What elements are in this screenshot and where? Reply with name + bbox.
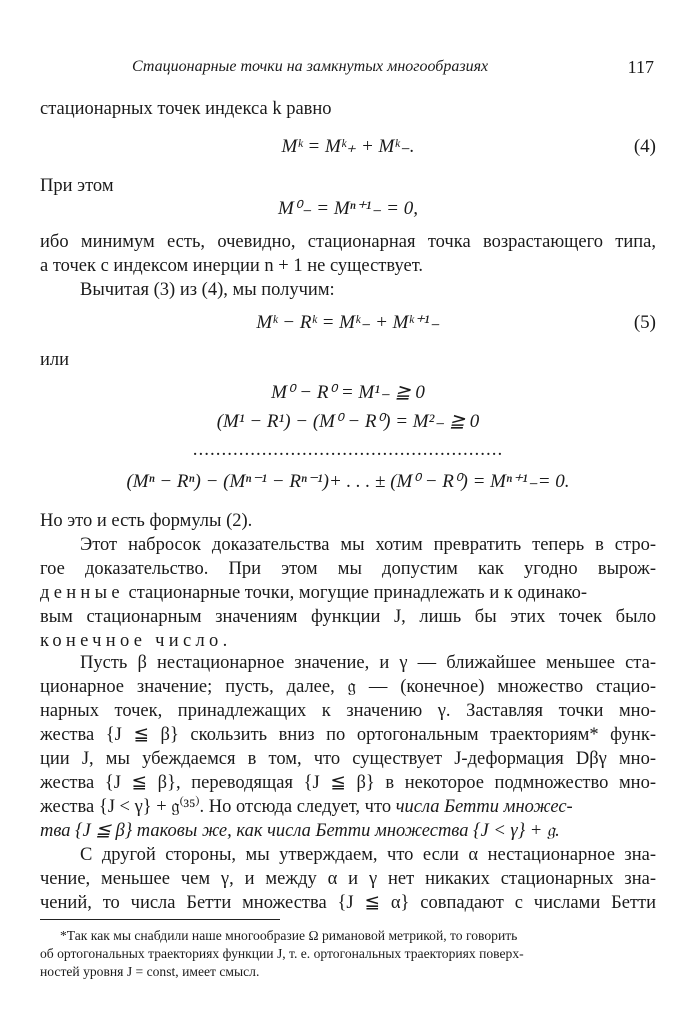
system-line-1: M⁰ − R⁰ = M¹₋ ≧ 0 [271, 382, 425, 403]
text-line: ибо минимум есть, очевидно, стационарная точка возрастающего типа, [40, 232, 656, 252]
equation-m0-body: M⁰₋ = Mⁿ⁺¹₋ = 0, [278, 198, 418, 219]
text-line [40, 795, 656, 819]
text-line: чений, то числа Бетти множества {J ≦ α} совпадают с числами Бетти [40, 893, 656, 913]
text-line: конечное число. [40, 631, 232, 651]
equation-5-number: (5) [633, 312, 656, 333]
equation-5 [40, 310, 656, 336]
text-line: С другой стороны, мы утверждаем, что если α нестационарное зна- [80, 845, 656, 865]
page-number: 117 [627, 57, 654, 77]
text-line: Этот набросок доказательства мы хотим превратить теперь в стро- [80, 535, 656, 555]
footnote-line: ностей уровня J = const, имеет смысл. [40, 964, 260, 979]
text-line: При этом [40, 176, 114, 196]
footnote-line: *Так как мы снабдили наше многообразие Ω римановой метрикой, то говорить [60, 928, 518, 943]
text-line: ционарное значение; пусть, далее, 𝔤 — (конечное) множество стацио- [40, 677, 656, 697]
text-line: Вычитая (3) из (4), мы получим: [80, 280, 335, 300]
text-line: ции J, мы убеждаемся в том, что существует J-деформация Dβγ мно- [40, 749, 656, 769]
spaced-word: денные [40, 583, 124, 603]
equation-4 [40, 134, 656, 160]
equation-4-number: (4) [633, 136, 656, 157]
text-line: жества {J ≦ β}, переводящая {J ≦ β} в некоторое подмножество мно- [40, 773, 656, 793]
text-line: жества {J ≦ β} скользить вниз по ортогональным траекториям* функ- [40, 725, 656, 745]
footnote-line: об ортогональных траекториях функции J, т. е. ортогональных траекториях поверх- [40, 946, 524, 961]
system-dots: ...................................................... [192, 439, 504, 460]
equation-4-body: Mᵏ = Mᵏ₊ + Mᵏ₋. [281, 136, 415, 157]
text-line [40, 581, 656, 605]
system-line-2: (M¹ − R¹) − (M⁰ − R⁰) = M²₋ ≧ 0 [216, 411, 480, 432]
page-header [40, 58, 660, 82]
text-line: чение, меньшее чем γ, и между α и γ нет никаких стационарных зна- [40, 869, 656, 889]
text-line: стационарных точек индекса k равно [40, 99, 332, 119]
equation-m0 [40, 196, 656, 222]
text-line: Но это и есть формулы (2). [40, 511, 253, 531]
system-line-3: (Mⁿ − Rⁿ) − (Mⁿ⁻¹ − Rⁿ⁻¹)+ . . . ± (M⁰ − R⁰) = Mⁿ⁺¹₋= 0. [126, 471, 570, 492]
running-title: Стационарные точки на замкнутых многообразиях [132, 58, 489, 75]
text-line: тва {J ≦ β} таковы же, как числа Бетти множества {J < γ} + 𝔤. [40, 821, 560, 841]
text-line: а точек с индексом инерции n + 1 не существует. [40, 256, 424, 276]
text-line: или [40, 350, 70, 370]
text-line: гое доказательство. При этом мы допустим как угодно вырож- [40, 559, 656, 579]
text-line: Пусть β нестационарное значение, и γ — ближайшее меньшее ста- [80, 653, 656, 673]
text-line: нарных точек, принадлежащих к значению γ. Заставляя точки мно- [40, 701, 656, 721]
equation-5-body: Mᵏ − Rᵏ = Mᵏ₋ + Mᵏ⁺¹₋ [256, 312, 440, 333]
italic-span: числа Бетти множес- [395, 797, 573, 817]
text-span: стационарные точки, могущие принадлежать и к одинако- [128, 583, 588, 603]
footnote-rule [40, 919, 280, 920]
text-span: жества {J < γ} + 𝔤⁽³⁵⁾. Но отсюда следует, что [40, 797, 392, 817]
text-line: вым стационарным значениям функции J, лишь бы этих точек было [40, 607, 656, 627]
